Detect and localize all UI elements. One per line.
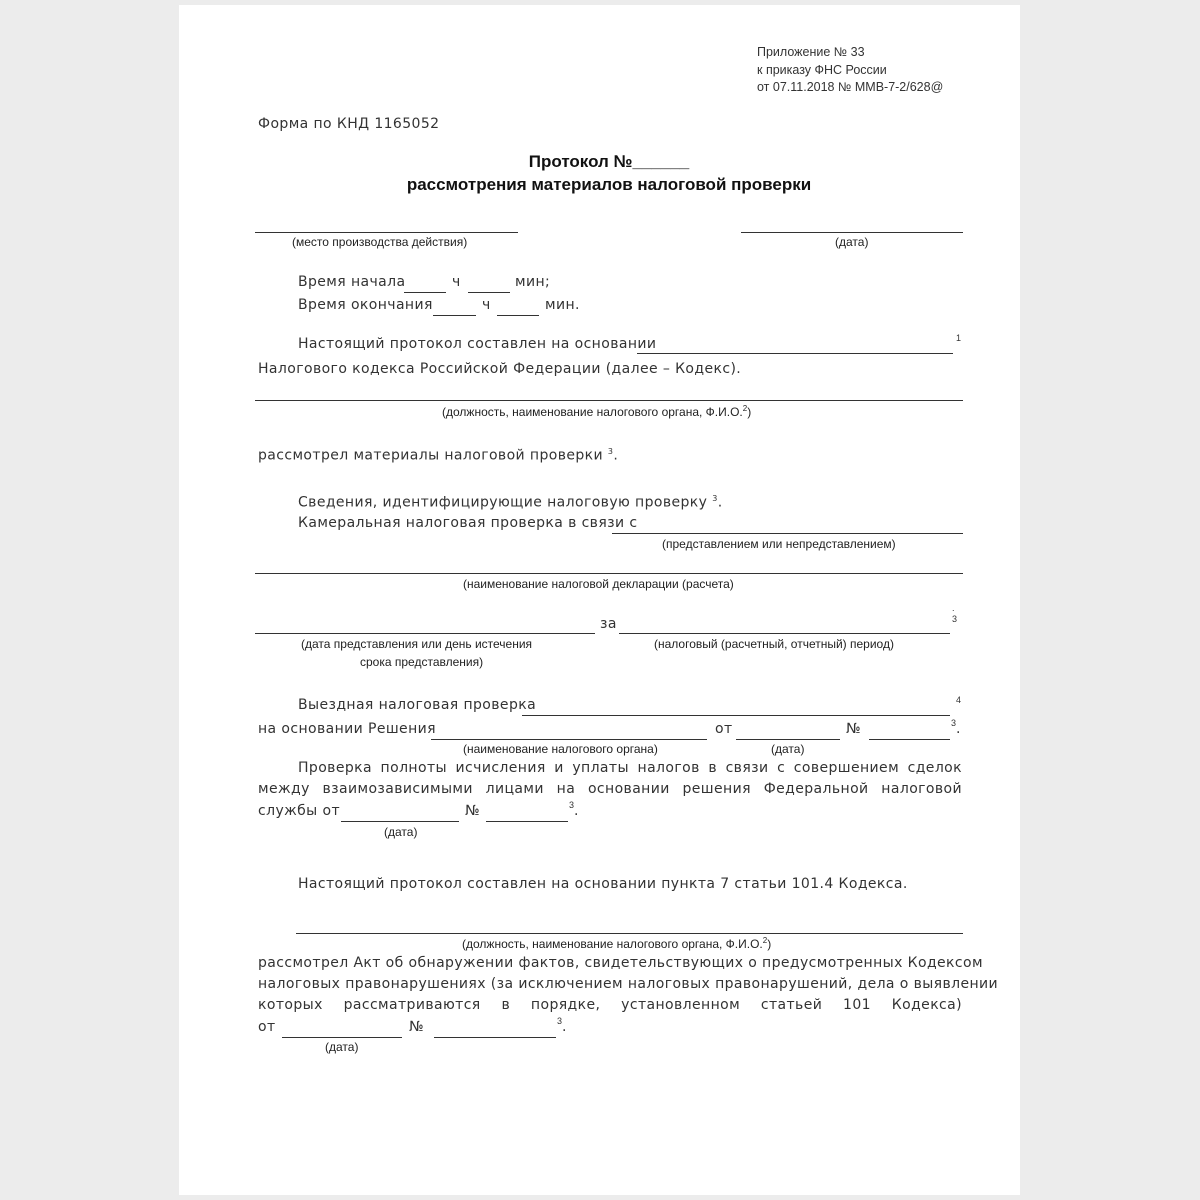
declaration-field[interactable] [255,573,963,574]
act-text-line-2: налоговых правонарушениях (за исключением налоговых правонарушений, дела о выявлении [258,976,999,992]
appendix-line: Приложение № 33 [757,45,865,59]
title-line-1: Протокол №______ [528,152,690,171]
document-page [179,5,1020,1195]
act-text-line-1: рассмотрел Акт об обнаружении фактов, свидетельствующих о предусмотренных Кодексом [258,955,983,971]
decision-dot: . [956,721,961,737]
submit-date-caption-2: срока представления) [360,655,484,669]
footnote-4: 4 [956,695,962,705]
basis-text: Настоящий протокол составлен на основании [298,336,657,352]
footnote-3: 3 [569,800,575,810]
tax-org-caption: (наименование налогового органа) [463,742,658,756]
ident-label: Сведения, идентифицирующие налоговую проверку [298,494,708,511]
official2-caption [462,936,771,951]
minutes-unit: мин; [515,274,551,290]
desk-check-label: Камеральная налоговая проверка в связи с [298,515,638,531]
date-caption: (дата) [835,235,869,249]
place-caption: (место производства действия) [292,235,468,249]
footnote-3: 3 [557,1016,563,1026]
footnote-2: 2 [742,404,748,413]
ident-dot: . [717,494,723,511]
on-decision-label: на основании Решения [258,721,436,737]
basis2-text: Настоящий протокол составлен на основании пункта 7 статьи 101.4 Кодекса. [298,876,908,892]
hours-unit: ч [452,274,461,290]
reviewed-dot: . [613,447,619,464]
submit-date-caption-1: (дата представления или день истечения [301,637,533,651]
end-minutes-field[interactable] [497,315,539,316]
tax-org-field[interactable] [431,739,707,740]
field-check-field[interactable] [522,715,950,716]
za-label: за [600,616,617,632]
footnote-mark: . [952,603,955,613]
decision-date-caption: (дата) [771,742,805,756]
footnote-1: 1 [956,333,962,343]
footnote-2: 2 [762,936,768,945]
submit-date-field[interactable] [255,633,595,634]
official-field[interactable] [255,400,963,401]
start-hours-field[interactable] [404,292,446,293]
act-text-line-3: которых рассматриваются в порядке, установленном статьей 101 Кодекса) [258,997,962,1013]
act-date-caption: (дата) [325,1040,359,1054]
official2-caption-text: (должность, наименование налогового органа, Ф.И.О. [462,937,763,951]
basis-field[interactable] [637,353,953,354]
date-field[interactable] [741,232,963,233]
official2-field[interactable] [296,933,963,934]
footnote-3: 3 [607,447,614,456]
fns-number-field[interactable] [486,821,568,822]
official2-caption-close: ) [767,937,772,951]
reviewed-text [258,447,618,464]
minutes-unit: мин. [545,297,580,313]
end-time-label: Время окончания [298,297,433,313]
period-field[interactable] [619,633,950,634]
place-field[interactable] [255,232,518,233]
ident-text [298,494,723,511]
act-date-field[interactable] [282,1037,402,1038]
act-dot: . [562,1019,567,1035]
submitted-caption: (представлением или непредставлением) [662,537,896,551]
order-number-line: от 07.11.2018 № ММВ-7-2/628@ [757,80,944,94]
desk-check-field[interactable] [612,533,963,534]
fns-date-caption: (дата) [384,825,418,839]
official-caption-close: ) [747,405,752,419]
reviewed-label: рассмотрел материалы налоговой проверки [258,447,604,464]
official-caption [442,404,751,419]
title-line-2: рассмотрения материалов налоговой проверки [406,175,812,194]
field-check-label: Выездная налоговая проверка [298,697,537,713]
act-ot-label: от [258,1019,276,1035]
decision-date-field[interactable] [736,739,840,740]
official-caption-text: (должность, наименование налогового органа, Ф.И.О. [442,405,743,419]
code-text: Налогового кодекса Российской Федерации (далее – Кодекс). [258,361,742,377]
footnote-3: 3 [712,494,718,503]
fns-dot: . [574,803,579,819]
check-text-line-2: между взаимозависимыми лицами на основании решения Федеральной налоговой [258,781,962,797]
start-minutes-field[interactable] [468,292,510,293]
number-label: № [846,721,861,737]
check-text-line-3: службы от [258,803,341,819]
act-number-label: № [409,1019,424,1035]
appendix-header [757,44,943,97]
end-hours-field[interactable] [433,315,476,316]
hours-unit: ч [482,297,491,313]
order-line: к приказу ФНС России [757,62,887,77]
footnote-3: 3 [951,718,957,728]
fns-number-label: № [465,803,480,819]
footnote-3: 3 [952,614,958,624]
period-caption: (налоговый (расчетный, отчетный) период) [654,637,894,651]
fns-date-field[interactable] [341,821,459,822]
declaration-caption: (наименование налоговой декларации (расчета) [463,577,734,591]
act-number-field[interactable] [434,1037,556,1038]
decision-number-field[interactable] [869,739,950,740]
ot-label: от [715,721,733,737]
form-code: Форма по КНД 1165052 [258,116,440,132]
check-text-line-1: Проверка полноты исчисления и уплаты налогов в связи с совершением сделок [298,760,962,776]
start-time-label: Время начала [298,274,406,290]
